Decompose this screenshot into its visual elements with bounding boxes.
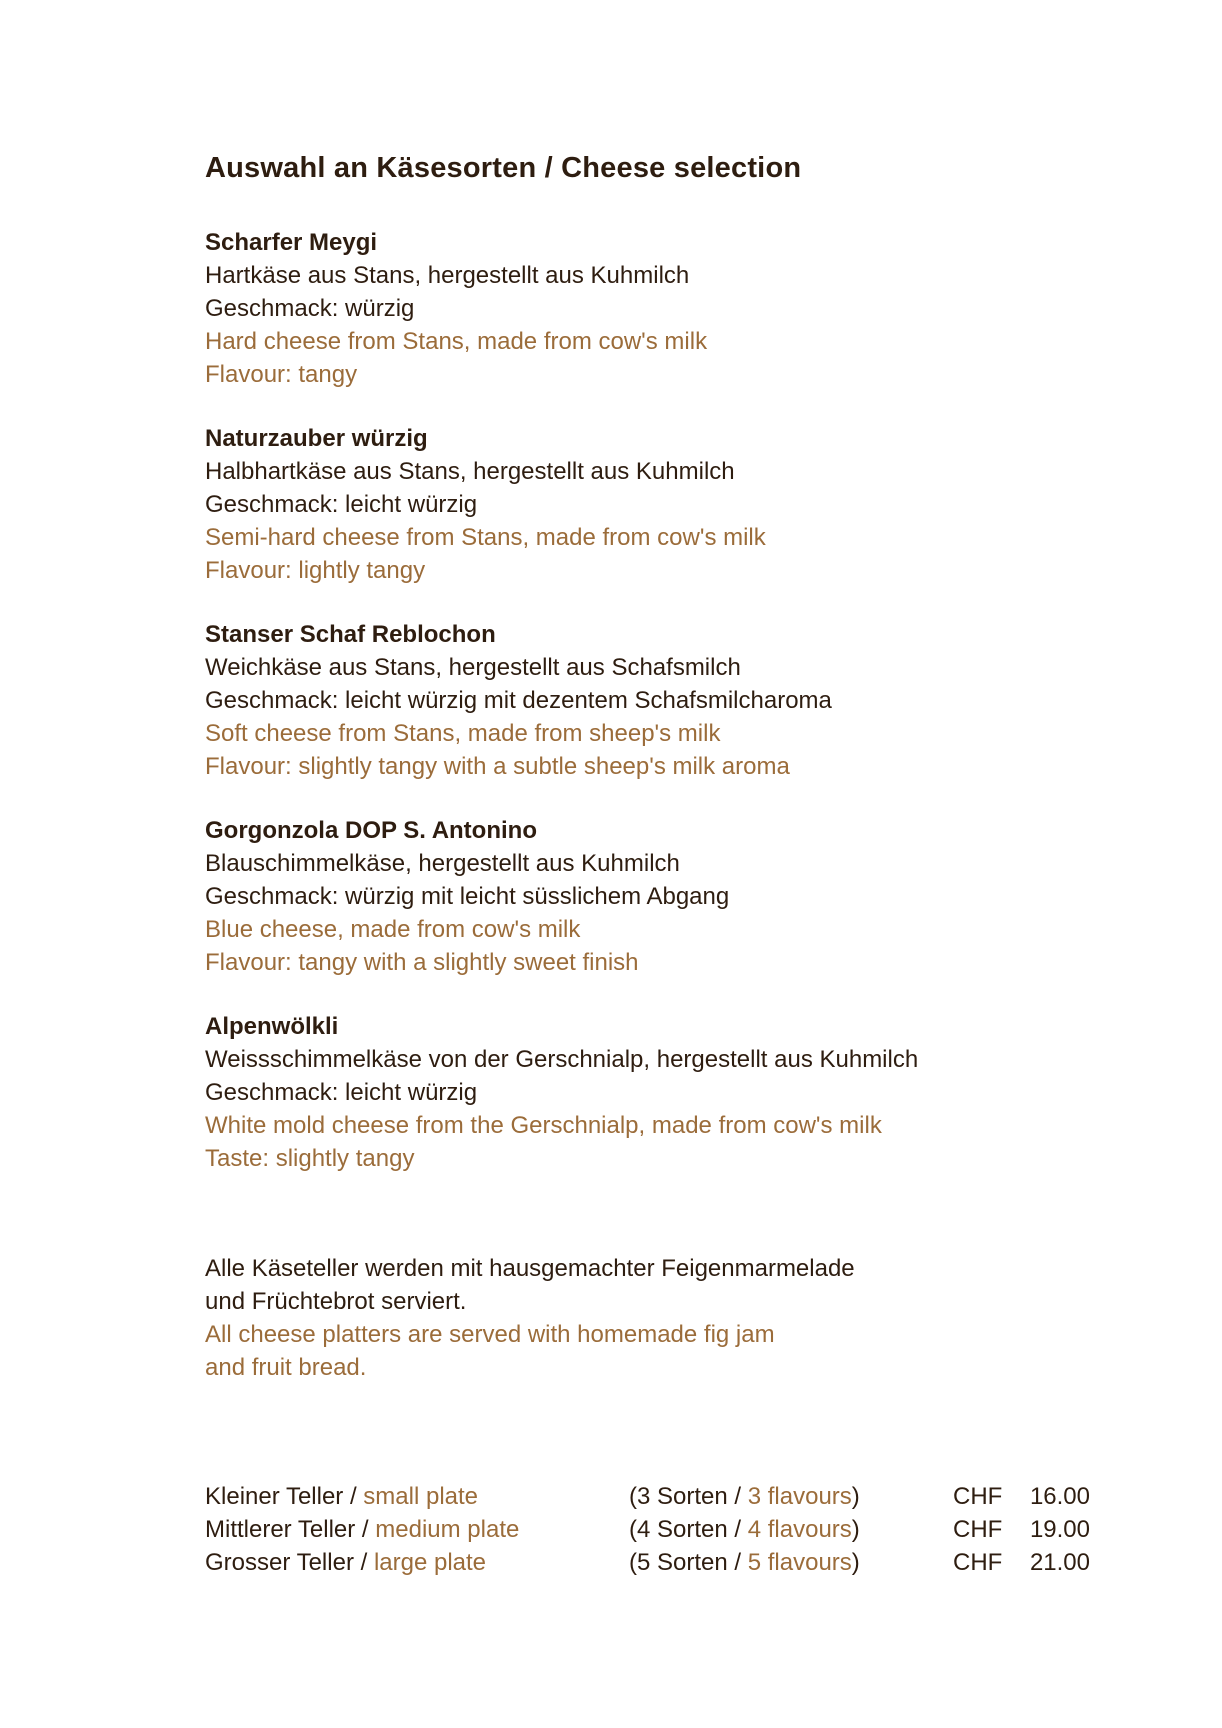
plate-size-en: small plate xyxy=(363,1483,479,1510)
cheese-taste-de: Geschmack: leicht würzig xyxy=(205,491,478,518)
flavour-count-de: (4 Sorten / xyxy=(629,1516,748,1543)
plate-size xyxy=(205,1480,478,1513)
cheese-item xyxy=(205,226,1105,391)
cheese-taste-en: Flavour: lightly tangy xyxy=(205,557,426,584)
flavour-count xyxy=(629,1513,860,1546)
cheese-description-de: Weissschimmelkäse von der Gerschnialp, hergestellt aus Kuhmilch xyxy=(205,1046,919,1073)
price-list xyxy=(205,1480,1105,1579)
note-de-line: und Früchtebrot serviert. xyxy=(205,1288,467,1315)
flavour-count xyxy=(629,1480,860,1513)
flavour-count-de: (5 Sorten / xyxy=(629,1549,748,1576)
currency: CHF xyxy=(953,1483,1003,1510)
flavour-count-close: ) xyxy=(851,1483,860,1510)
plate-size-de: Mittlerer Teller / xyxy=(205,1516,376,1543)
cheese-description-de: Halbhartkäse aus Stans, hergestellt aus Kuhmilch xyxy=(205,458,735,485)
cheese-taste-en: Flavour: tangy with a slightly sweet finish xyxy=(205,949,639,976)
flavour-count-close: ) xyxy=(851,1516,860,1543)
flavour-count-en: 3 flavours xyxy=(747,1483,852,1510)
cheese-description-de: Weichkäse aus Stans, hergestellt aus Schafsmilch xyxy=(205,654,741,681)
cheese-name: Scharfer Meygi xyxy=(205,229,378,256)
price-amount: 16.00 xyxy=(1029,1483,1090,1510)
cheese-taste-de: Geschmack: würzig xyxy=(205,295,415,322)
menu-page xyxy=(205,150,1105,1576)
cheese-taste-en: Flavour: tangy xyxy=(205,361,358,388)
cheese-taste-de: Geschmack: leicht würzig xyxy=(205,1079,478,1106)
cheese-taste-en: Taste: slightly tangy xyxy=(205,1145,415,1172)
cheese-description-en: Blue cheese, made from cow's milk xyxy=(205,916,581,943)
cheese-taste-de: Geschmack: würzig mit leicht süsslichem Abgang xyxy=(205,883,730,910)
plate-size-en: large plate xyxy=(373,1549,487,1576)
cheese-taste-de: Geschmack: leicht würzig mit dezentem Schafsmilcharoma xyxy=(205,687,832,714)
cheese-name: Alpenwölkli xyxy=(205,1013,339,1040)
plate-size-de: Kleiner Teller / xyxy=(205,1483,364,1510)
cheese-description-de: Blauschimmelkäse, hergestellt aus Kuhmilch xyxy=(205,850,680,877)
currency: CHF xyxy=(953,1516,1003,1543)
plate-size-de: Grosser Teller / xyxy=(205,1549,374,1576)
flavour-count-en: 5 flavours xyxy=(747,1549,852,1576)
cheese-description-en: Semi-hard cheese from Stans, made from cow's milk xyxy=(205,524,766,551)
cheese-description-de: Hartkäse aus Stans, hergestellt aus Kuhmilch xyxy=(205,262,690,289)
plate-size xyxy=(205,1546,486,1579)
cheese-item xyxy=(205,1010,1105,1175)
cheese-name: Stanser Schaf Reblochon xyxy=(205,621,496,648)
price-amount: 21.00 xyxy=(1029,1549,1090,1576)
cheese-item xyxy=(205,422,1105,587)
flavour-count-close: ) xyxy=(851,1549,860,1576)
flavour-count xyxy=(629,1546,860,1579)
cheese-description-en: Soft cheese from Stans, made from sheep's milk xyxy=(205,720,721,747)
note-en-line: All cheese platters are served with homemade fig jam xyxy=(205,1321,775,1348)
price-row xyxy=(205,1480,1105,1513)
price-row xyxy=(205,1513,1105,1546)
page-title: Auswahl an Käsesorten / Cheese selection xyxy=(205,152,802,184)
cheese-description-en: Hard cheese from Stans, made from cow's milk xyxy=(205,328,708,355)
note-en-line: and fruit bread. xyxy=(205,1354,367,1381)
serving-note xyxy=(205,1252,1105,1384)
plate-size-en: medium plate xyxy=(375,1516,520,1543)
cheese-taste-en: Flavour: slightly tangy with a subtle sheep's milk aroma xyxy=(205,753,790,780)
flavour-count-en: 4 flavours xyxy=(747,1516,852,1543)
cheese-name: Naturzauber würzig xyxy=(205,425,428,452)
flavour-count-de: (3 Sorten / xyxy=(629,1483,748,1510)
currency: CHF xyxy=(953,1549,1003,1576)
note-de-line: Alle Käseteller werden mit hausgemachter Feigenmarmelade xyxy=(205,1255,855,1282)
cheese-description-en: White mold cheese from the Gerschnialp, made from cow's milk xyxy=(205,1112,882,1139)
plate-size xyxy=(205,1513,519,1546)
price-amount: 19.00 xyxy=(1029,1516,1090,1543)
cheese-item xyxy=(205,814,1105,979)
cheese-name: Gorgonzola DOP S. Antonino xyxy=(205,817,537,844)
cheese-item xyxy=(205,618,1105,783)
price-row xyxy=(205,1546,1105,1579)
